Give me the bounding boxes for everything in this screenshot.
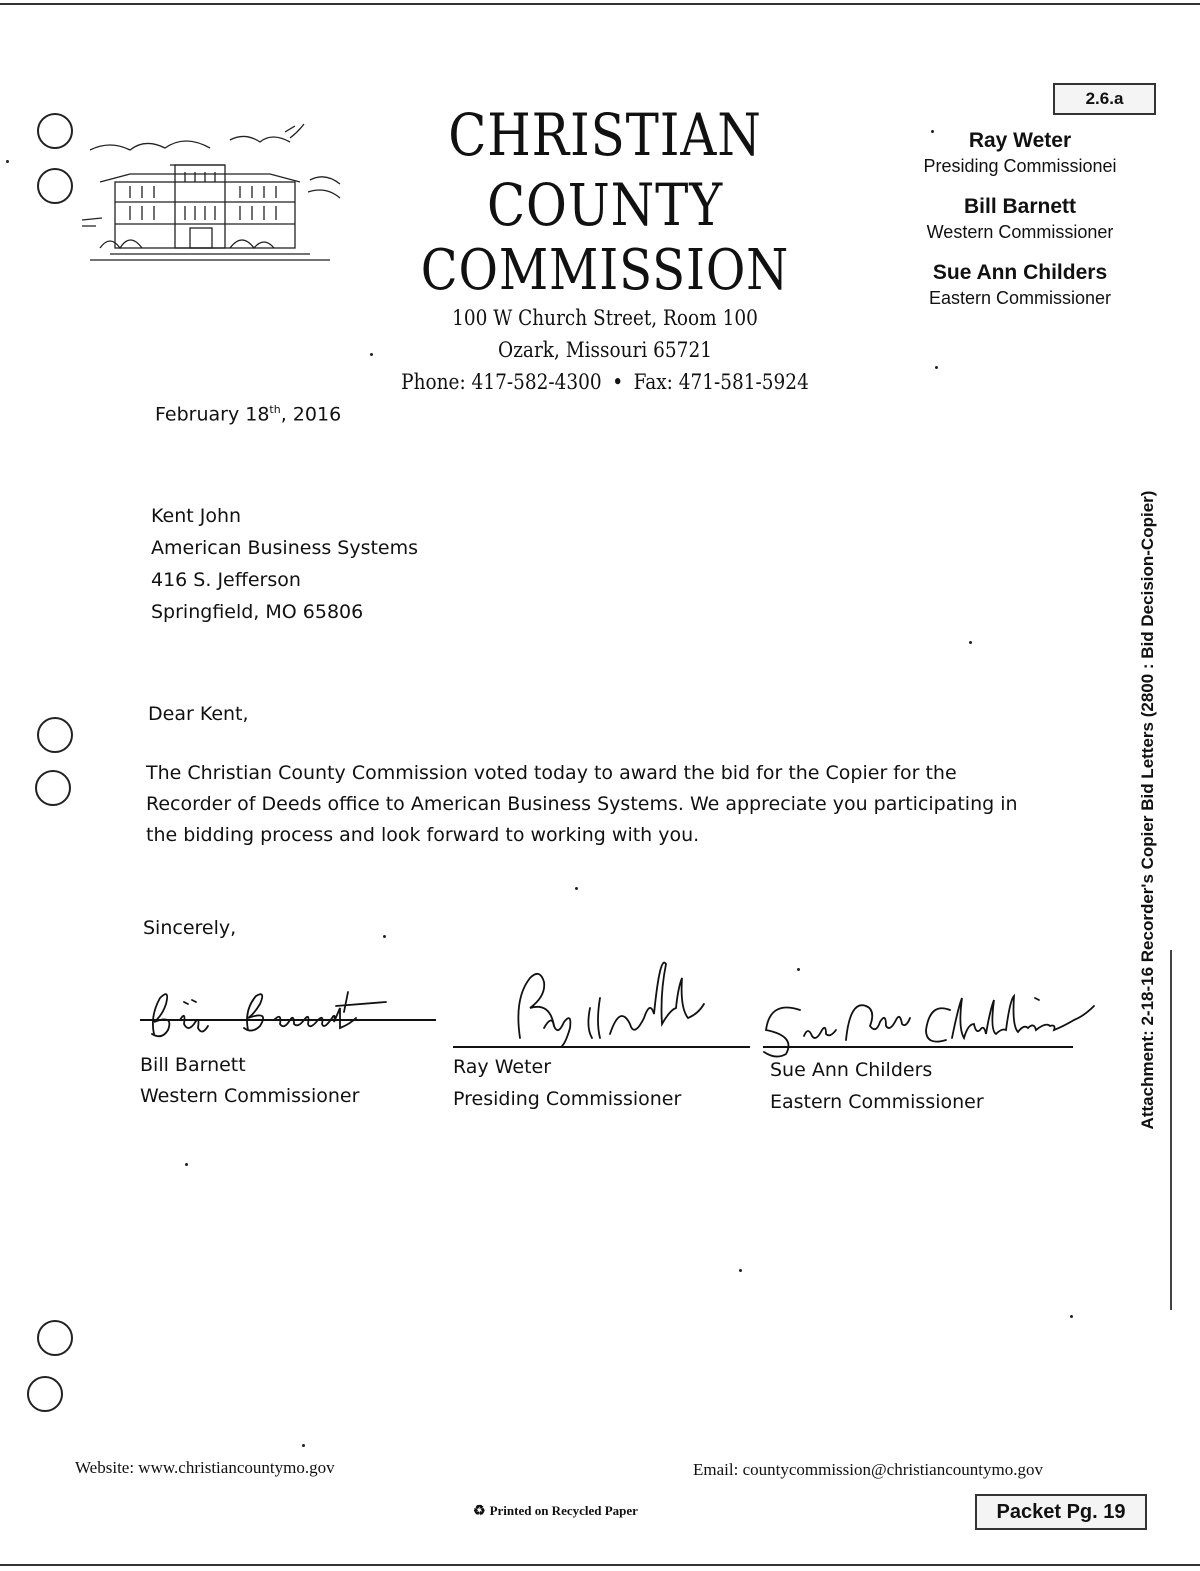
commissioner-list [905,128,1135,326]
commissioner-title: Presiding Commissionei [923,156,1117,176]
signature-ray-weter [500,958,750,1048]
signer-title: Eastern Commissioner [770,1091,984,1113]
recipient-city: Springfield, MO 65806 [151,601,364,623]
signature-bill-barnett [140,990,440,1040]
fax-number: Fax: 471-581-5924 [633,370,809,394]
contact-row [372,366,838,398]
punch-hole [37,1320,73,1356]
phone-number: Phone: 417-582-4300 [401,370,602,394]
recipient-name: Kent John [151,505,242,527]
signer-name: Bill Barnett [140,1054,246,1076]
address-line1: 100 W Church Street, Room 100 [452,306,758,330]
scan-speck [1070,1315,1073,1318]
scan-speck [969,641,972,644]
letter-body: The Christian County Commission voted today to award the bid for the Copier for the Recorder of Deeds office to American Business Systems. We appreciate you participating in the bidding process and look forward to working with you. [146,762,1018,846]
commissioner-title: Western Commissioner [926,222,1114,242]
punch-hole [27,1376,63,1412]
punch-hole [37,168,73,204]
commissioner-name: Bill Barnett [963,195,1076,218]
signer-title: Presiding Commissioner [453,1088,682,1110]
salutation: Dear Kent, [148,703,249,725]
signer-name: Ray Weter [453,1056,552,1078]
date-suffix: th [269,403,281,416]
scan-speck [302,1444,305,1447]
recycled-note [473,1503,638,1520]
punch-hole [35,770,71,806]
courthouse-logo [80,120,350,270]
scan-speck [935,366,938,369]
letter-date [155,403,341,425]
org-name-line2: COMMISSION [420,238,790,303]
signature-sue-ann-childers [760,990,1095,1060]
punch-hole [37,717,73,753]
closing: Sincerely, [143,917,237,939]
date-year: , 2016 [280,403,342,426]
address-line2: Ozark, Missouri 65721 [498,338,712,362]
attachment-label: Attachment: 2-18-16 Recorder's Copier Bid Letters (2800 : Bid Decision-Copier) [1138,490,1157,1130]
bullet-separator: • [612,370,624,394]
packet-page-tag: Packet Pg. 19 [975,1494,1147,1530]
signer-name: Sue Ann Childers [770,1059,933,1081]
right-margin-line [1170,950,1172,1310]
recipient-street: 416 S. Jefferson [151,569,301,591]
scan-speck [575,887,578,890]
scan-speck [383,935,386,938]
signer-title: Western Commissioner [140,1085,360,1107]
scan-speck [6,160,9,163]
scan-speck [185,1163,188,1166]
commissioner-title: Eastern Commissioner [928,288,1112,308]
scan-speck [797,968,800,971]
punch-hole [37,113,73,149]
email-text: Email: countycommission@christiancountymo.gov [693,1460,1043,1479]
recipient-company: American Business Systems [151,537,419,559]
agenda-item-tag: 2.6.a [1053,83,1156,115]
commissioner-name: Sue Ann Childers [932,261,1108,284]
org-name-line1: CHRISTIAN COUNTY [448,101,762,239]
recycle-icon: ♻ [473,1504,486,1519]
masthead [340,100,870,398]
website-text: Website: www.christiancountymo.gov [75,1458,335,1477]
bottom-border [0,1564,1200,1566]
recycled-text: Printed on Recycled Paper [489,1503,638,1518]
commissioner-name: Ray Weter [968,129,1072,152]
scan-speck [739,1269,742,1272]
date-prefix: February 18 [155,403,270,426]
top-border [0,3,1200,5]
